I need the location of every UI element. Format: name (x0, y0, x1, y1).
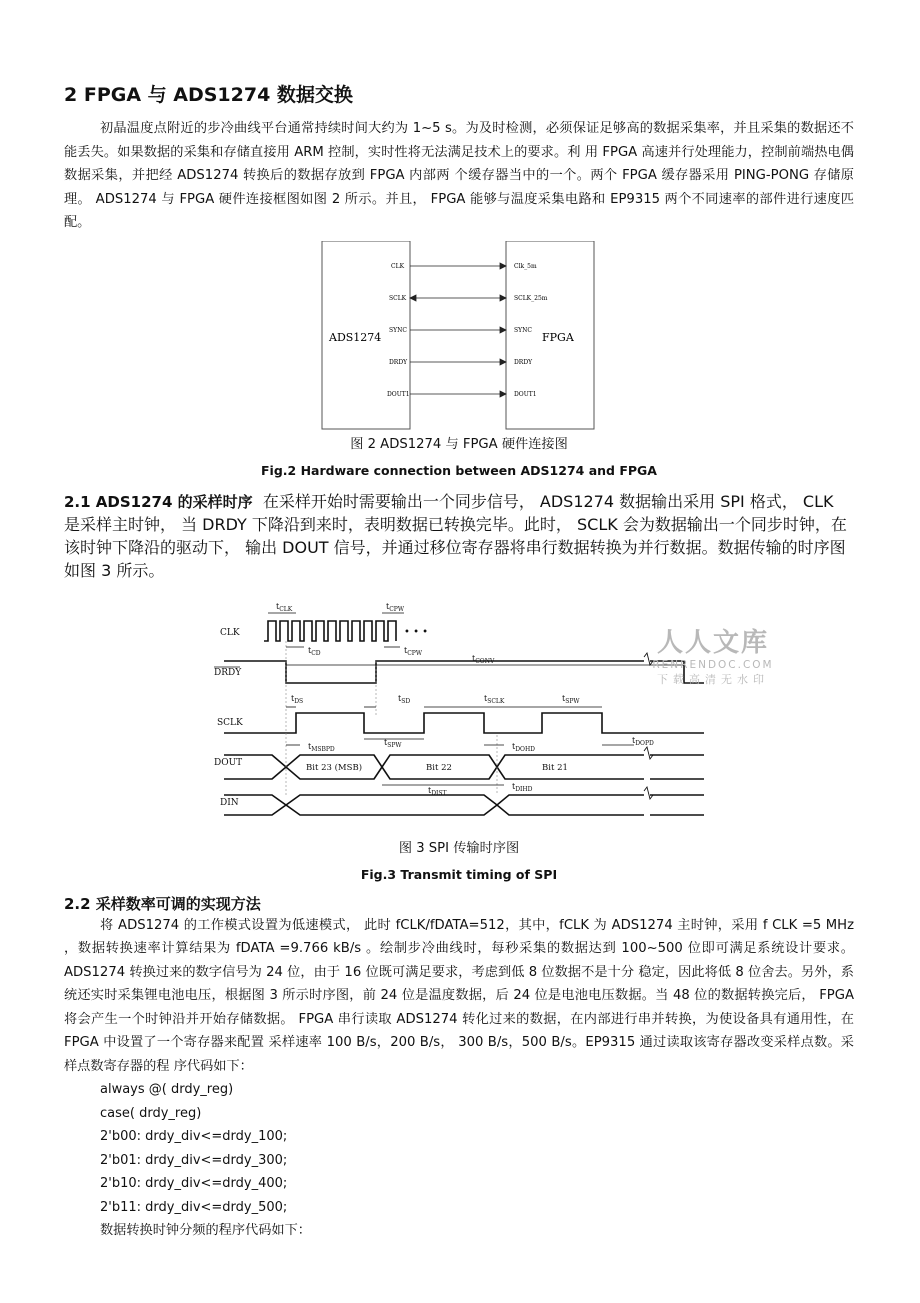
din-waveform (224, 795, 704, 815)
section-2-1-title: 2.1 ADS1274 的采样时序 (64, 492, 253, 511)
label-t-dist: $t_{DIST}$ (428, 785, 447, 797)
right-pin-sclk: SCLK_25m (514, 294, 548, 302)
left-pin-sclk: SCLK (389, 294, 407, 302)
clk-continuation-dots: • • • (404, 626, 429, 638)
bit-23-label: Bit 23 (MSB) (306, 762, 363, 773)
section-2-title: 2 FPGA 与 ADS1274 数据交换 (64, 84, 353, 106)
left-pin-clk: CLK (391, 262, 405, 270)
fig3-caption-en: Fig.3 Transmit timing of SPI (360, 867, 558, 882)
right-pin-sync: SYNC (514, 326, 532, 334)
code-block (64, 1078, 854, 1219)
code-line: 2'b11: drdy_div<=drdy_500; (100, 1199, 288, 1215)
section-2-2-trailing: 数据转换时钟分频的程序代码如下： (100, 1223, 311, 1238)
label-t-sclk: $t_{SCLK}$ (484, 693, 505, 705)
ads1274-block-label: ADS1274 (329, 330, 382, 344)
label-t-clk: $t_{CLK}$ (276, 601, 293, 613)
left-pin-dout1: DOUT1 (387, 390, 410, 398)
label-t-dihd: $t_{DIHD}$ (512, 781, 533, 793)
clk-waveform (264, 621, 396, 641)
dout-waveform (224, 755, 704, 779)
watermark-title: 人人文库 (656, 628, 769, 658)
signal-dout-label: DOUT (214, 757, 243, 768)
break-mark-dout (644, 747, 653, 759)
section-2-paragraph: 初晶温度点附近的步冷曲线平台通常持续时间大约为 1~5 s。为及时检测，必须保证足够高的数据采集率，并且采集的数据还不能丢失。如果数据的采集和存储直接用 ARM 控制，实时性将无法满足技术上的要求。利 用 FPGA 高速并行处理能力，控制前端热电偶数据采集，并把经 ADS1274 转换后的数据存放到 FPGA 内部两 个缓存器当中的一个。两个 FPGA 缓存器采用 PING-PONG 存储原理。 ADS1274 与 FPGA 硬件连接框图如图 2 所示。并且， FPGA 能够与温度采集电路和 EP9315 两个不同速率的部件进行速度匹配。 (64, 121, 854, 230)
right-pin-dout1: DOUT1 (514, 390, 537, 398)
signal-drdy-label: DRDY (214, 667, 242, 678)
fpga-block-label: FPGA (542, 330, 574, 344)
signal-din-label: DIN (220, 797, 239, 808)
label-t-spw-bottom: $t_{SPW}$ (384, 737, 402, 749)
left-pin-drdy: DRDY (389, 358, 408, 366)
code-line: 2'b01: drdy_div<=drdy_300; (100, 1152, 288, 1168)
label-t-dopd: $t_{DOPD}$ (632, 735, 654, 747)
fig2-caption-cn: 图 2 ADS1274 与 FPGA 硬件连接图 (350, 436, 568, 452)
label-t-conv: $t_{CONV}$ (472, 653, 495, 665)
watermark (648, 622, 778, 687)
break-mark-din (644, 787, 653, 799)
fig2-diagram (64, 241, 854, 431)
label-t-msbpd: $t_{MSBPD}$ (308, 741, 335, 753)
bit-21-label: Bit 21 (542, 762, 568, 773)
figure-2 (64, 241, 854, 431)
code-line: always @( drdy_reg) (100, 1082, 234, 1097)
label-t-sd: $t_{SD}$ (398, 693, 411, 705)
code-line: 2'b00: drdy_div<=drdy_100; (100, 1129, 288, 1144)
signal-clk-label: CLK (220, 627, 240, 638)
section-2-1-text: 在采样开始时需要输出一个同步信号， ADS1274 数据输出采用 SPI 格式， CLK 是采样主时钟， 当 DRDY 下降沿到来时，表明数据已转换完毕。此时， SCLK 会为数据输出一个同步时钟，在该时钟下降沿的驱动下， 输出 DOUT 信号，并通过移位寄存器将串行数据转换为并行数据。数据传输的时序图如图 3 所示。 (64, 491, 847, 580)
fig2-connection-arrows (410, 263, 506, 397)
section-2-2-title: 2.2 采样数率可调的实现方法 (64, 894, 261, 913)
label-t-spw-top: $t_{SPW}$ (562, 693, 580, 705)
left-pin-sync: SYNC (389, 326, 407, 334)
label-t-cd: $t_{CD}$ (308, 645, 321, 657)
label-t-cpw-bottom: $t_{CPW}$ (404, 645, 423, 657)
code-line: 2'b10: drdy_div<=drdy_400; (100, 1176, 288, 1191)
code-line: case( drdy_reg) (100, 1105, 202, 1121)
right-pin-drdy: DRDY (514, 358, 533, 366)
drdy-waveform (224, 661, 704, 683)
section-2-2-paragraph: 将 ADS1274 的工作模式设置为低速模式， 此时 fCLK/fDATA=512，其中，fCLK 为 ADS1274 主时钟，采用 f CLK =5 MHz ，数据转换速率计算结果为 fDATA =9.766 kB/s 。绘制步冷曲线时，每秒采集的数据达到 100~500 位即可满足系统设计要求。 ADS1274 转换过来的数字信号为 24 位，由于 16 位既可满足要求，考虑到低 8 位数据不是十分 稳定，因此将低 8 位舍去。另外，系统还实时采集锂电池电压，根据图 3 所示时序图，前 24 位是温度数据，后 24 位是电池电压数据。当 48 位的数据转换完后， FPGA 将会产生一个时钟沿并开始存储数据。 FPGA 串行读取 ADS1274 转化过来的数据，在内部进行串并转换，为使设备具有通用性，在 FPGA 中设置了一个寄存器来配置 采样速率 100 B/s，200 B/s， 300 B/s，500 B/s。EP9315 通过读取该寄存器改变采样点数。采样点数寄存器的程 序代码如下： (64, 917, 854, 1074)
fig3-caption-cn: 图 3 SPI 传输时序图 (398, 840, 520, 856)
watermark-subtitle: 下载高清无水印 (657, 673, 769, 686)
label-t-cpw-top: $t_{CPW}$ (386, 601, 405, 613)
label-t-dohd: $t_{DOHD}$ (512, 741, 535, 753)
signal-sclk-label: SCLK (217, 717, 243, 728)
sclk-waveform (224, 713, 704, 733)
watermark-url: RENRENDOC.COM (652, 659, 774, 671)
right-pin-clk: Clk_5m (514, 262, 537, 270)
fig2-caption-en: Fig.2 Hardware connection between ADS1274 and FPGA (261, 463, 657, 478)
label-t-ds: $t_{DS}$ (291, 693, 304, 705)
bit-22-label: Bit 22 (426, 762, 452, 773)
